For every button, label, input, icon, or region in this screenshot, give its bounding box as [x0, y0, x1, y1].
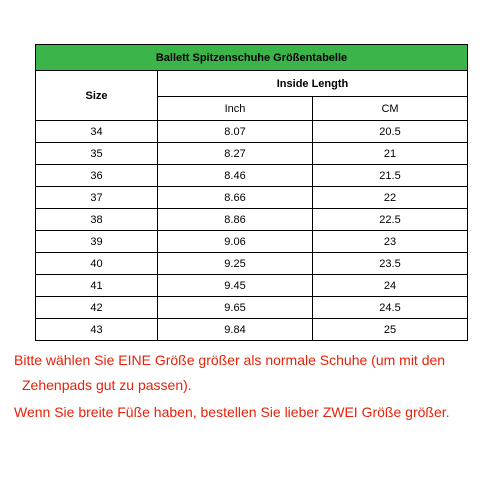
size-cell: 36 [36, 165, 158, 187]
table-row [36, 143, 468, 165]
table-row [36, 297, 468, 319]
size-cell: 38 [36, 209, 158, 231]
inch-cell: 9.45 [158, 275, 313, 297]
cm-cell: 23.5 [313, 253, 468, 275]
cm-cell: 24.5 [313, 297, 468, 319]
table-row [36, 253, 468, 275]
inch-column-header: Inch [158, 97, 313, 121]
size-cell: 39 [36, 231, 158, 253]
table-row [36, 275, 468, 297]
inch-cell: 9.06 [158, 231, 313, 253]
size-cell: 41 [36, 275, 158, 297]
note-line-1: Bitte wählen Sie EINE Größe größer als normale Schuhe (um mit den [14, 352, 446, 368]
cm-cell: 23 [313, 231, 468, 253]
size-cell: 35 [36, 143, 158, 165]
inch-cell: 8.86 [158, 209, 313, 231]
table-row [36, 121, 468, 143]
size-cell: 40 [36, 253, 158, 275]
inch-cell: 9.25 [158, 253, 313, 275]
table-row [36, 209, 468, 231]
cm-cell: 22 [313, 187, 468, 209]
cm-cell: 20.5 [313, 121, 468, 143]
size-cell: 37 [36, 187, 158, 209]
table-row [36, 165, 468, 187]
note-line-3: Wenn Sie breite Füße haben, bestellen Sie lieber ZWEI Größe größer. [14, 404, 450, 420]
cm-cell: 25 [313, 319, 468, 341]
table-row [36, 231, 468, 253]
inch-cell: 8.07 [158, 121, 313, 143]
inch-cell: 8.66 [158, 187, 313, 209]
size-cell: 42 [36, 297, 158, 319]
size-chart-table [35, 44, 468, 341]
inch-cell: 8.27 [158, 143, 313, 165]
cm-cell: 22.5 [313, 209, 468, 231]
cm-cell: 24 [313, 275, 468, 297]
size-cell: 43 [36, 319, 158, 341]
note-line-2: Zehenpads gut zu passen). [22, 377, 192, 393]
inch-cell: 9.65 [158, 297, 313, 319]
table-row [36, 319, 468, 341]
cm-cell: 21.5 [313, 165, 468, 187]
table-row [36, 187, 468, 209]
size-cell: 34 [36, 121, 158, 143]
inch-cell: 9.84 [158, 319, 313, 341]
table-title: Ballett Spitzenschuhe Größentabelle [36, 45, 468, 71]
size-column-header: Size [36, 71, 158, 121]
inch-cell: 8.46 [158, 165, 313, 187]
inside-length-header: Inside Length [158, 71, 468, 97]
cm-cell: 21 [313, 143, 468, 165]
cm-column-header: CM [313, 97, 468, 121]
